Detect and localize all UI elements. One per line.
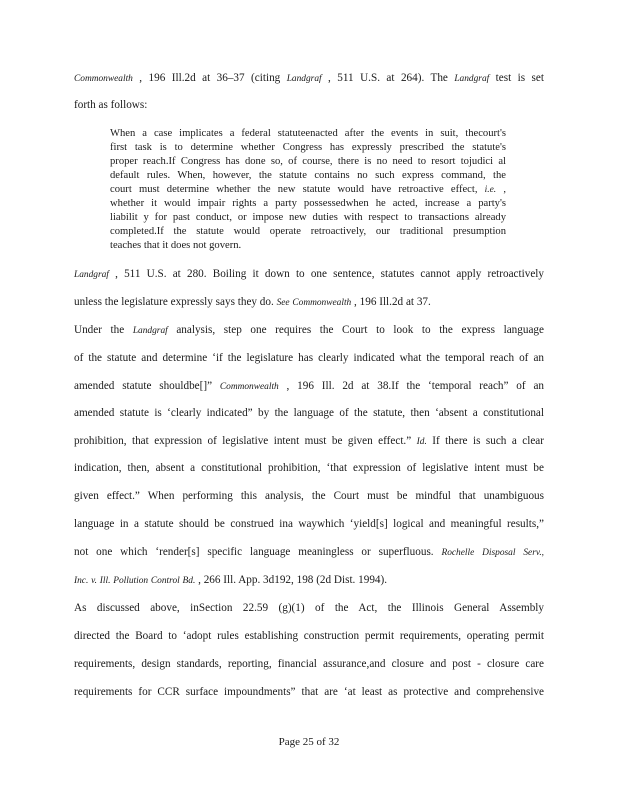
text-run: If there is such a clear (426, 435, 544, 447)
after-line (74, 658, 544, 670)
after-line (74, 602, 544, 614)
text-run: proper reach.If Congress has done so, of course, there is no need to resort tojudici al (110, 156, 506, 167)
citation-italic: Commonwealth (74, 74, 133, 84)
after-line (74, 518, 544, 530)
citation-italic: v. (91, 576, 97, 586)
after-line (74, 407, 544, 419)
page-number: 25 (302, 736, 314, 748)
after-line (74, 296, 544, 308)
after-line (74, 380, 544, 392)
quote-line (110, 240, 506, 251)
text-run: requirements for CCR surface impoundments” that are ‘at least as protective and comprehensive (74, 686, 544, 698)
text-run: completed.If the statute would operate retroactively, our traditional presumption (110, 226, 506, 237)
citation-italic: Bd. (182, 576, 196, 586)
text-run: amended statute shouldbe[]” (74, 380, 220, 392)
citation-italic: Landgraf (132, 326, 168, 336)
citation-italic: Disposal (482, 548, 516, 558)
quote-line (110, 128, 506, 139)
text-run: of the statute and determine ‘if the legislature has clearly indicated what the temporal reach of an (74, 352, 544, 364)
quote-line (110, 226, 506, 237)
text-run: Under the (74, 324, 133, 336)
text-run: , 196 Ill. 2d at 38.If the ‘temporal reach” of an (278, 380, 544, 392)
text-run: teaches that it does not govern. (110, 240, 242, 251)
text-run (474, 546, 482, 558)
after-line (74, 352, 544, 364)
quote-line (110, 198, 506, 209)
text-run: language in a statute should be construed ina waywhich ‘yield[s] logical and meaningful results,” (74, 518, 544, 530)
text-run: indication, then, absent a constitutional prohibition, ‘that expression of legislative intent must be (74, 462, 544, 474)
after-line (74, 268, 544, 280)
text-run: analysis, step one requires the Court to look to the express language (167, 324, 544, 336)
body-line (74, 99, 544, 111)
of-label: of (316, 736, 326, 748)
after-line (74, 462, 544, 474)
text-run: , 266 Ill. App. 3d192, 198 (2d Dist. 1994). (195, 574, 388, 586)
citation-italic: Landgraf (454, 74, 490, 84)
citation-italic: Rochelle (441, 548, 475, 558)
citation-italic: See (276, 298, 290, 308)
after-line (74, 435, 544, 447)
citation-italic: Control (150, 576, 180, 586)
text-run: , 511 U.S. at 280. Boiling it down to one sentence, statutes cannot apply retroactively (108, 268, 544, 280)
text-run: liabilit y for past conduct, or impose new duties with respect to transactions already (110, 212, 506, 223)
text-run: , 196 Ill.2d at 36–37 (citing (132, 72, 287, 84)
text-run: , 196 Ill.2d at 37. (351, 296, 431, 308)
after-line (74, 324, 544, 336)
text-run: test is set (489, 72, 544, 84)
citation-italic: Serv., (523, 548, 545, 558)
text-run: As discussed above, inSection 22.59 (g)(1) of the Act, the Illinois General Assembly (74, 602, 544, 614)
page-label: Page (278, 736, 300, 748)
citation-italic: Commonwealth (292, 298, 352, 308)
quote-line (110, 212, 506, 223)
text-run: directed the Board to ‘adopt rules establishing construction permit requirements, operating permit (74, 630, 544, 642)
text-run: prohibition, that expression of legislative intent must be given effect.” (74, 435, 417, 447)
total-pages: 32 (328, 736, 340, 748)
after-line (74, 546, 544, 558)
after-line (74, 490, 544, 502)
body-line (74, 72, 544, 84)
text-run: amended statute is ‘clearly indicated” by the language of the statute, then ‘absent a constitutional (74, 407, 544, 419)
quote-line (110, 156, 506, 167)
citation-italic: Inc. (74, 576, 89, 586)
page-footer (0, 736, 618, 748)
text-run: unless the legislature expressly says they do. (74, 296, 277, 308)
citation-italic: Landgraf (74, 270, 109, 280)
text-run: , (496, 184, 506, 195)
text-run: , 511 U.S. at 264). The (321, 72, 455, 84)
quote-line (110, 142, 506, 153)
text-run: default rules. When, however, the statute contains no such express command, the (110, 170, 506, 181)
text-run: not one which ‘render[s] specific language meaningless or superfluous. (74, 546, 442, 558)
text-run: court must determine whether the new statute would have retroactive effect, (110, 184, 485, 195)
citation-italic: Pollution (113, 576, 149, 586)
after-line (74, 574, 544, 586)
quote-line (110, 184, 506, 195)
citation-italic: Ill. (99, 576, 111, 586)
quote-line (110, 170, 506, 181)
text-run: given effect.” When performing this analysis, the Court must be mindful that unambiguous (74, 490, 544, 502)
citation-italic: i.e. (484, 185, 497, 195)
text-run: requirements, design standards, reporting, financial assurance,and closure and post - closure care (74, 658, 544, 670)
citation-italic: Commonwealth (219, 382, 279, 392)
text-run: forth as follows: (74, 99, 148, 111)
after-line (74, 630, 544, 642)
text-run: first task is to determine whether Congress has expressly prescribed the statute's (110, 142, 506, 153)
citation-italic: Landgraf (286, 74, 322, 84)
after-line (74, 686, 544, 698)
text-run: When a case implicates a federal statuteenacted after the events in suit, thecourt's (110, 128, 506, 139)
text-run: whether it would impair rights a party possessedwhen he acted, increase a party's (110, 198, 506, 209)
citation-italic: Id. (416, 437, 427, 447)
